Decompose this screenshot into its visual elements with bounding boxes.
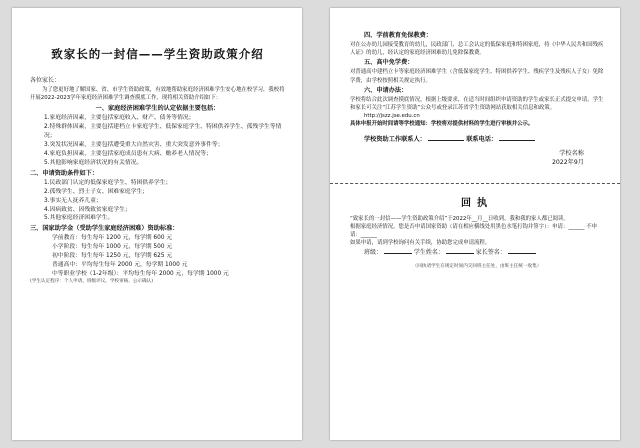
section-5-text: 对普通高中建档立卡等家庭经济困难学生（含低保家庭学生、特困供养学生、残疾学生及残疾人子女）免除学费，由学校按照相关规定执行。 [350, 69, 604, 84]
page-1-footnote: (学生认定程序：个人申请、班级评议、学校审核、公示确认) [30, 278, 154, 284]
phone-label: 联系电话： [466, 135, 498, 143]
aid-line: 普通高中：平均每生每年 2000 元，每学期 1000 元 [52, 262, 188, 269]
section-5-heading: 五、高中免学费： [364, 59, 414, 67]
receipt-line-1: “致家长的一封信——学生资助政策介绍”于2022年__月__日收到，我和我的家人都已阅读。 [350, 215, 569, 222]
section-1-item: 3.突发状况因素，主要包括遭受重大自然灾害、重大突发意外事件等； [44, 142, 224, 149]
receipt-footnote: （回执请学生在规定时间内交回班主任处，由班主任统一收集） [412, 264, 542, 270]
intro-paragraph: 为了您更好地了解国家、省、市学生资助政策，有效地帮助家庭经济困难学生安心地在校学习，我校将开展2022-2023学年家庭经济困难学生调查摸底工作，现将相关资助介绍如下： [30, 87, 285, 102]
page-2 [330, 8, 620, 440]
signature-school: 学校名称 [559, 149, 584, 157]
document-title: 致家长的一封信——学生资助政策介绍 [51, 47, 264, 61]
contact-label: 学校资助工作联系人： [364, 135, 426, 143]
salutation: 各位家长： [30, 77, 61, 84]
receipt-student-blank [446, 253, 474, 254]
receipt-class-label: 班级： [364, 249, 383, 257]
receipt-student-label: 学生姓名： [413, 249, 444, 257]
contact-blank [428, 140, 464, 141]
receipt-line-3: 如果申请，请到学校询问有关手续，协助您完成申请流程。 [350, 240, 491, 247]
receipt-class-blank [384, 253, 412, 254]
apply-time-note: 具体申报开始时间请等学校通知：学校将对提供材料的学生进行审核并公示。 [350, 121, 534, 128]
section-3-heading: 三、国家助学金（受助学生家庭经济困难）资助标准： [30, 225, 179, 233]
section-4-heading: 四、学前教育免保教费： [364, 32, 433, 39]
section-6-text: 学校将结合此次调查摸底情况，根据上级要求，在适当时间组织申请资助的学生或家长正式提交申请，学生和家长可关注“江苏学生资助”公众号或登录江苏省学生资助网站获取相关信息和政策。 [350, 96, 604, 112]
section-2-item: 1.民政部门认定的低保家庭学生、特困供养学生； [44, 179, 172, 186]
section-2-item: 4.因病致贫、因残致贫家庭学生； [44, 206, 131, 213]
receipt-line-2: 根据家庭经济情况，您是否申请国家资助（请在相应横线处用黑色水笔打钩并签字）：申请：______ 不申请：______ [350, 223, 597, 239]
receipt-title: 回执 [461, 197, 493, 209]
cut-line [330, 183, 620, 184]
section-1-item: 4.家庭负担因素，主要包括家庭成员患有大病、赡养老人情况等； [44, 151, 212, 158]
contact-row [350, 135, 604, 145]
receipt-fill-row [350, 247, 604, 259]
page-1 [12, 8, 302, 440]
section-6-heading: 六、申请办法： [364, 86, 408, 94]
phone-blank [499, 140, 535, 141]
section-1-item: 1.家庭经济因素，主要包括家庭收入、财产、债务等情况； [44, 115, 195, 122]
signature-date: 2022年9月 [551, 158, 584, 166]
aid-line: 初中阶段：每生每年 1250 元，每学期 625 元 [52, 253, 173, 260]
section-1-item: 5.其他影响家庭经济状况的有关情况。 [44, 159, 143, 166]
section-2-item: 3.事实无人抚养儿童； [44, 197, 102, 204]
section-2-item: 2.孤残学生、烈士子女、困难家庭学生； [44, 188, 149, 195]
section-4-text: 对在公办幼儿园接受教育的幼儿，民政部门、总工会认定的低保家庭和特困家庭，持《中华人民共和国残疾人证》的幼儿，经认定的家庭经济困难幼儿免除保教费。 [350, 42, 604, 57]
receipt-parent-label: 家长签名： [475, 249, 506, 257]
section-2-item: 5.其他家庭经济困难学生。 [44, 215, 114, 222]
aid-line: 小学阶段：每生每年 1000 元，每学期 500 元 [52, 244, 173, 251]
aid-line: 学前教育：每生每年 1200 元，每学期 600 元 [52, 235, 173, 242]
section-2-heading: 二、申请资助条件如下： [30, 169, 99, 177]
section-1-item: 2.特殊群体因素，主要包括建档立卡家庭学生、低保家庭学生、特困供养学生、孤残学生等情况； [44, 124, 282, 140]
aid-line: 中等职业学校（1-2年级）：平均每生每年 2000 元，每学期 1000 元 [52, 271, 229, 277]
section-1-heading: 一、家庭经济困难学生的认定依据主要包括： [95, 105, 220, 113]
receipt-parent-blank [508, 253, 536, 254]
section-6-url: http://jszz.jse.edu.cn [364, 113, 420, 120]
